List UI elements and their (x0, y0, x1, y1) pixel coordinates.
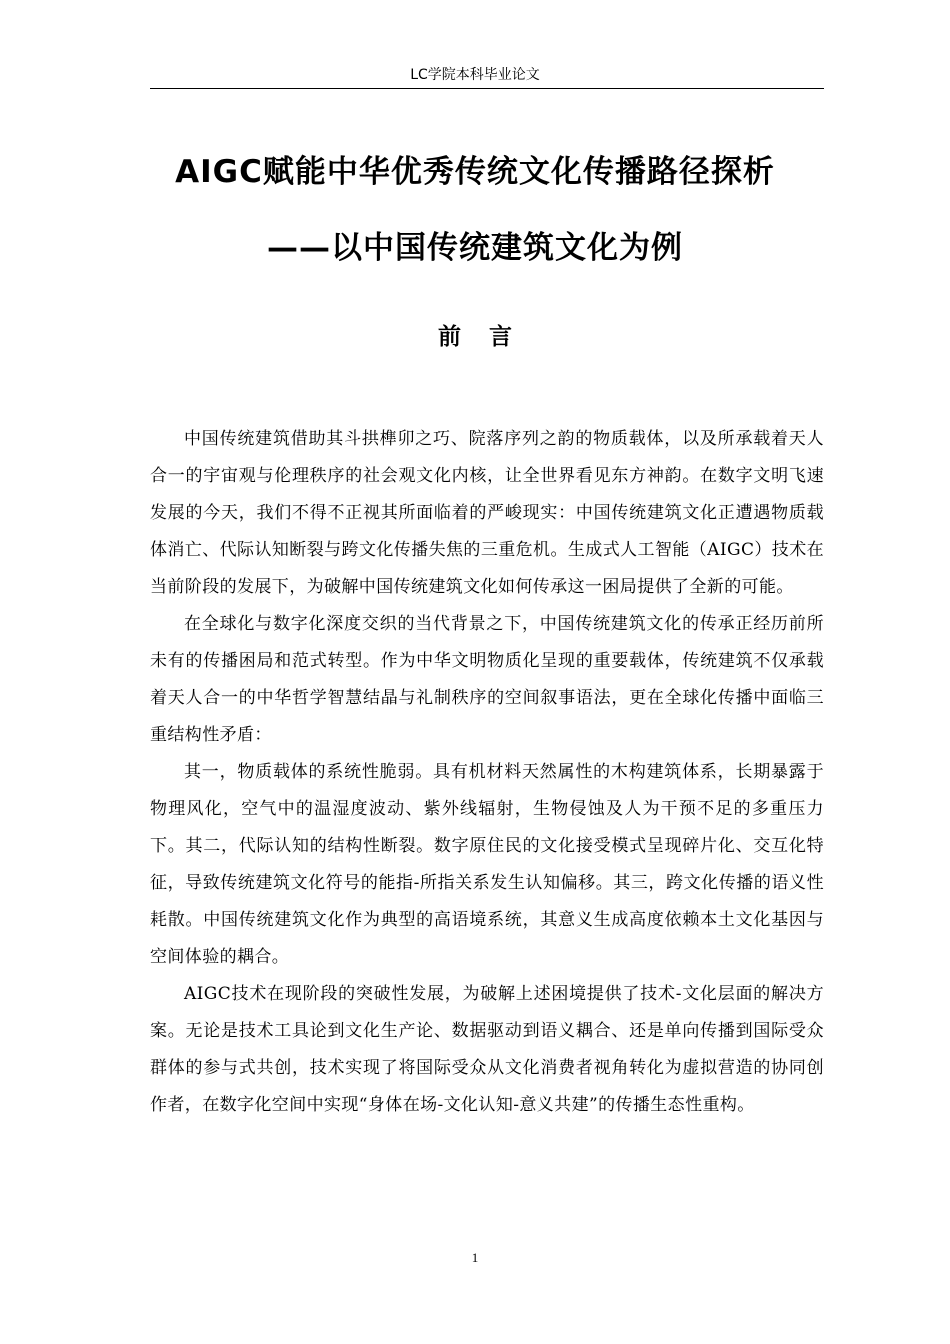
thesis-subtitle: ——以中国传统建筑文化为例 (267, 230, 683, 266)
thesis-title: AIGC赋能中华优秀传统文化传播路径探析 (175, 154, 775, 190)
paragraph: 在全球化与数字化深度交织的当代背景之下，中国传统建筑文化的传承正经历前所未有的传播困局和范式转型。作为中华文明物质化呈现的重要载体，传统建筑不仅承载着天人合一的中华哲学智慧结晶与礼制秩序的空间叙事语法，更在全球化传播中面临三重结构性矛盾： (150, 614, 824, 745)
running-header: LC学院本科毕业论文 (410, 67, 540, 83)
header-rule (150, 88, 824, 89)
paragraph: AIGC技术在现阶段的突破性发展，为破解上述困境提供了技术-文化层面的解决方案。无论是技术工具论到文化生产论、数据驱动到语义耦合、还是单向传播到国际受众群体的参与式共创，技术实现了将国际受众从文化消费者视角转化为虚拟营造的协同创作者，在数字化空间中实现“身体在场-文化认知-意义共建”的传播生态性重构。 (150, 984, 824, 1115)
section-heading: 前言 (438, 324, 540, 350)
page-number: 1 (471, 1250, 479, 1265)
body-text (150, 421, 824, 1124)
paragraph: 其一，物质载体的系统性脆弱。具有机材料天然属性的木构建筑体系，长期暴露于物理风化，空气中的温湿度波动、紫外线辐射，生物侵蚀及人为干预不足的多重压力下。其二，代际认知的结构性断裂。数字原住民的文化接受模式呈现碎片化、交互化特征，导致传统建筑文化符号的能指-所指关系发生认知偏移。其三，跨文化传播的语义性耗散。中国传统建筑文化作为典型的高语境系统，其意义生成高度依赖本土文化基因与空间体验的耦合。 (150, 762, 824, 967)
paragraph: 中国传统建筑借助其斗拱榫卯之巧、院落序列之韵的物质载体，以及所承载着天人合一的宇宙观与伦理秩序的社会观文化内核，让全世界看见东方神韵。在数字文明飞速发展的今天，我们不得不正视其所面临着的严峻现实：中国传统建筑文化正遭遇物质载体消亡、代际认知断裂与跨文化传播失焦的三重危机。生成式人工智能（AIGC）技术在当前阶段的发展下，为破解中国传统建筑文化如何传承这一困局提供了全新的可能。 (150, 429, 824, 597)
